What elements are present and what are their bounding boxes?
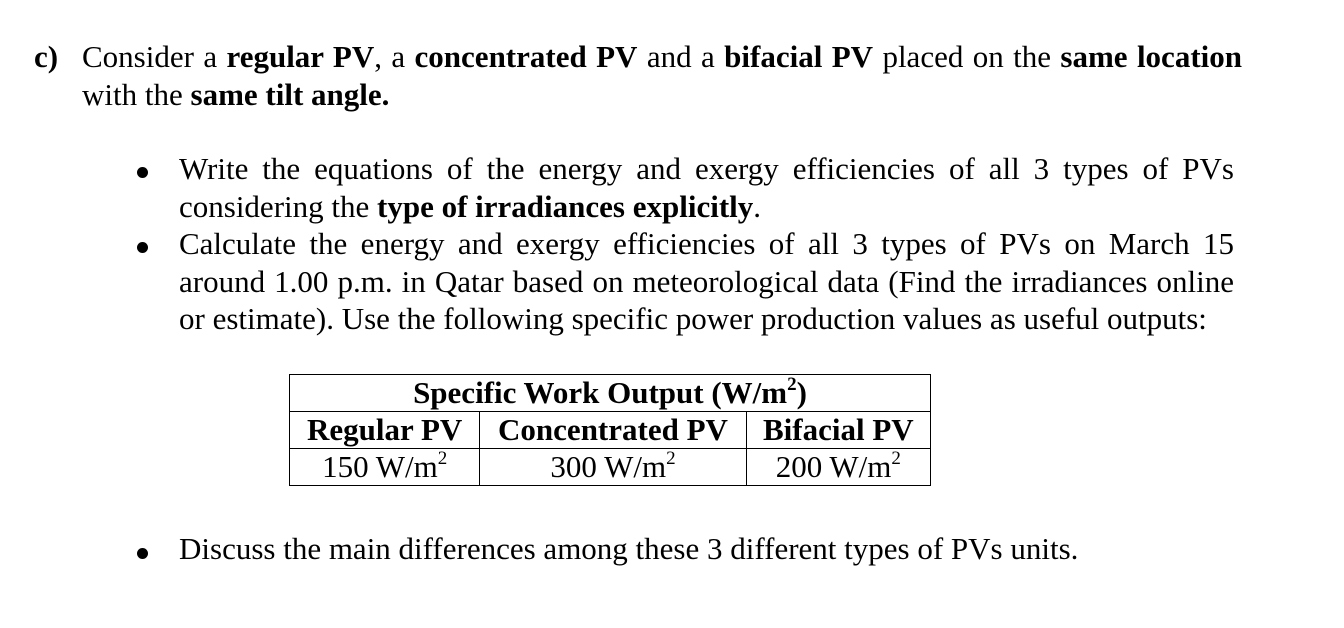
bullet-dot-icon bbox=[137, 242, 148, 253]
value-bifacial-pv bbox=[746, 449, 930, 486]
bullet-dot-icon bbox=[137, 548, 148, 559]
table-title-end: ) bbox=[796, 375, 807, 410]
question-text-part: with the bbox=[82, 77, 191, 112]
value-concentrated-pv bbox=[480, 449, 746, 486]
question-text-bold: same tilt angle. bbox=[190, 77, 390, 112]
question-label: c) bbox=[34, 39, 59, 74]
table-title-text: Specific Work Output (W/m bbox=[413, 375, 788, 410]
bullet-text-part: . bbox=[753, 188, 762, 224]
question-text-bold: same location bbox=[1060, 39, 1242, 74]
question-text-bold: concentrated PV bbox=[414, 39, 638, 74]
question-text-part: placed on the bbox=[873, 39, 1061, 74]
header-concentrated-pv: Concentrated PV bbox=[480, 412, 746, 449]
bullet-text-part: Write the equations of the energy and exergy efficiencies of all 3 types of PVs considering the bbox=[179, 151, 1234, 224]
value-regular-pv bbox=[290, 449, 480, 486]
value-text: 300 W/m bbox=[550, 449, 667, 484]
specific-work-output-table bbox=[289, 374, 931, 486]
table-row bbox=[290, 449, 931, 486]
value-sup: 2 bbox=[666, 447, 676, 469]
question-text-bold: regular PV bbox=[226, 39, 375, 74]
header-bifacial-pv: Bifacial PV bbox=[746, 412, 930, 449]
value-sup: 2 bbox=[891, 447, 901, 469]
bullet-text: Calculate the energy and exergy efficiencies of all 3 types of PVs on March 15 around 1.00 p.m. in Qatar based on meteorological data (Find the irradiances online or estimate). Use the following specific power production values as useful outputs: bbox=[179, 226, 1234, 336]
table-title-row bbox=[290, 375, 931, 412]
table-title-sup: 2 bbox=[787, 373, 797, 395]
bullet-text-bold: type of irradiances explicitly bbox=[377, 188, 754, 224]
table-title bbox=[290, 375, 931, 412]
table-header-row bbox=[290, 412, 931, 449]
value-text: 150 W/m bbox=[322, 449, 438, 484]
header-regular-pv: Regular PV bbox=[290, 412, 480, 449]
value-text: 200 W/m bbox=[775, 449, 892, 484]
question-text-part: , a bbox=[374, 39, 415, 74]
bullet-text bbox=[179, 150, 1234, 225]
bullet-text: Discuss the main differences among these 3 different types of PVs units. bbox=[179, 531, 1079, 566]
question-text bbox=[82, 38, 1242, 114]
question-text-part: and a bbox=[637, 39, 725, 74]
question-text-part: Consider a bbox=[82, 39, 227, 74]
bullet-dot-icon bbox=[137, 167, 148, 178]
value-sup: 2 bbox=[437, 447, 448, 469]
question-text-bold: bifacial PV bbox=[724, 39, 874, 74]
